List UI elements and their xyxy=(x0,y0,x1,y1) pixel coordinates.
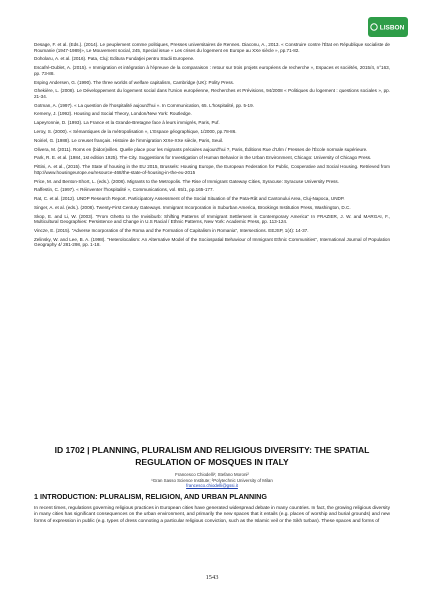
author-names: Francesco Chiodelli¹; Stefano Moroni² xyxy=(175,472,249,477)
author-email-link[interactable]: francesco.chiodelli@gssi.it xyxy=(186,483,238,489)
reference-item: Rat, C. et al. (2012). UNDP Research Report. Participatory Assessment of the Social Situation of the Pata-Rât and Cantonului Area, Cluj-Napoca, UNDP. xyxy=(34,196,345,202)
reference-item: Pittini, A. et al., (2015). The State of housing in the EU 2015, Brussels: Housing Europe, the European Federation for Public, Cooperative and Social Housing. Retrieved from http://www.housingeurope.eu/resource-468/the-state-of-housing-in-the-eu-2015 xyxy=(34,164,390,175)
logo-text: LISBON xyxy=(379,24,405,32)
author-affiliations: ¹Gran Sasso Science Institute; ²Polytechnic University of Milan xyxy=(151,477,273,483)
reference-item: Leroy, S. (2000). « Sémantiques de la métropolisation », L'Espace géographique, 1/2000, pp.78-86. xyxy=(34,129,237,135)
reference-item: Gotman, A. (1997). « La question de l'hospitalité aujourd'hui ». In Communication, 65. L'hospitalité, pp. 5-19. xyxy=(34,102,254,108)
reference-item: Vincze, E. (2015). "Adverse Incorporation of the Roma and the Formation of Capitalism in Romania", Intersections. EEJSP, 1(4): 14-37. xyxy=(34,228,309,234)
reference-item: Park, R. E. et al. (1984, 1st edition 1925). The City. Suggestions for Investigation of Human Behavior in the Urban Environment, Chicago: University of Chicago Press. xyxy=(34,155,372,161)
author-block xyxy=(34,472,390,489)
reference-item: Ghekière, L. (2008). Le Développement du logement social dans l'Union européenne, Recherches et Prévisions, 94/2008 « Politiques du logement : questions sociales », pp. 21-34. xyxy=(34,88,390,99)
reference-list xyxy=(34,42,390,251)
reference-item: Kemeny, J. (1992). Housing and Social Theory, London/New York: Routledge. xyxy=(34,111,192,117)
reference-item: Raffestin, C. (1997). « Réinventer l'hospitalité », Communications, vol. 65/1, pp.165-177. xyxy=(34,187,214,193)
reference-item: Zelinsky, W. and Lee, B. A. (1998). "Heterolocalism: An Alternative Model of the Sociospatial Behaviour of Immigrant Ethnic Communities", International Journal of Population Geography 4/ 281-298, pp. 1-18. xyxy=(34,236,390,248)
reference-item: Esping Andersen, G. (1990). The three worlds of welfare capitalism, Cambridge (UK): Polity Press. xyxy=(34,79,235,85)
reference-item: Lapeyronnie, D. (1993). La France et la Grande-Bretagne face à leurs immigrés, Paris, Puf. xyxy=(34,120,220,126)
reference-item: Skop, E. and Li, W. (2003). "From Ghetto to the Invisiburb: Shifting Patterns of Immigrant Settlement in Contemporary America" In FRAZIER, J. W. and MARGAI, F., Multicultural Geographies: Persistence and Change in U.S Racial / Ethnic Patterns, New York: Academic Press, pp. 113-124. xyxy=(34,213,390,225)
reference-item: Price, M. and Benton-Short, L. (eds.). (2008). Migrants to the Metropolis. The Rise of Immigrant Gateway Cities, Syracuse: Syracuse University Press. xyxy=(34,178,340,184)
page-number: 1543 xyxy=(205,574,219,581)
reference-item: Noiriel, G. (1988). Le creuset français. Histoire de l'immigration XIXe-XXe siècle, Paris, Seuil. xyxy=(34,137,224,143)
lisbon-logo xyxy=(368,17,408,37)
reference-item: Desage, F. et al. (Eds.). (2014). Le peuplement comme politiques, Presses universitaires de Rennes. Diaconu, A., 2013. « Construire contre l'État en République socialiste de Roumanie (1947-1989)», Le Mouvement social, 245, Special issue « Les crises du logement en Europe au XXe siècle », pp.71-82. xyxy=(34,42,390,53)
reference-item: Singer, A. et al. (eds.). (2008). Twenty-First Century Gateways. Immigrant Incorporation in Suburban America, Brookings Institution Press, Washington, D.C. xyxy=(34,204,351,210)
reference-item: Escafré-Dublet, A. (2015). « Immigration et intégration à l'épreuve de la comparaison : retour sur trois projets européens de recherche », Espaces et sociétés, 2015/4, n°163, pp. 73-88. xyxy=(34,65,390,76)
introduction-heading: 1 INTRODUCTION: PLURALISM, RELIGION, AND URBAN PLANNING xyxy=(34,492,267,501)
paper-section-title: ID 1702 | PLANNING, PLURALISM AND RELIGIOUS DIVERSITY: THE SPATIAL REGULATION OF MOSQUES IN ITALY xyxy=(54,445,370,467)
reference-item: Doholaru, A. et al. (2016). Pata, Cluj: Editura Fundaţiei pentru Studii Europene. xyxy=(34,56,195,62)
introduction-paragraph: In recent times, regulations governing religious practices in European cities have generated widespread debate in many countries. In fact, the growing religious diversity in many cities has significant consequences on the urban environment, and primarily the new spaces that it entails (e.g. places of worship and burial grounds) and new forms of expression in public (e.g. types of dress connoting a particular religious conviction, such as the Islamic veil or the Sikh turban). These spaces and forms of xyxy=(34,506,390,524)
reference-item: Olivera, M. (2011). Roms en (bidon)villes. Quelle place pour les migrants précaires aujourd'hui ?, Paris, Éditions Rue d'Ulm / Presses de l'École normale supérieure. xyxy=(34,146,368,152)
